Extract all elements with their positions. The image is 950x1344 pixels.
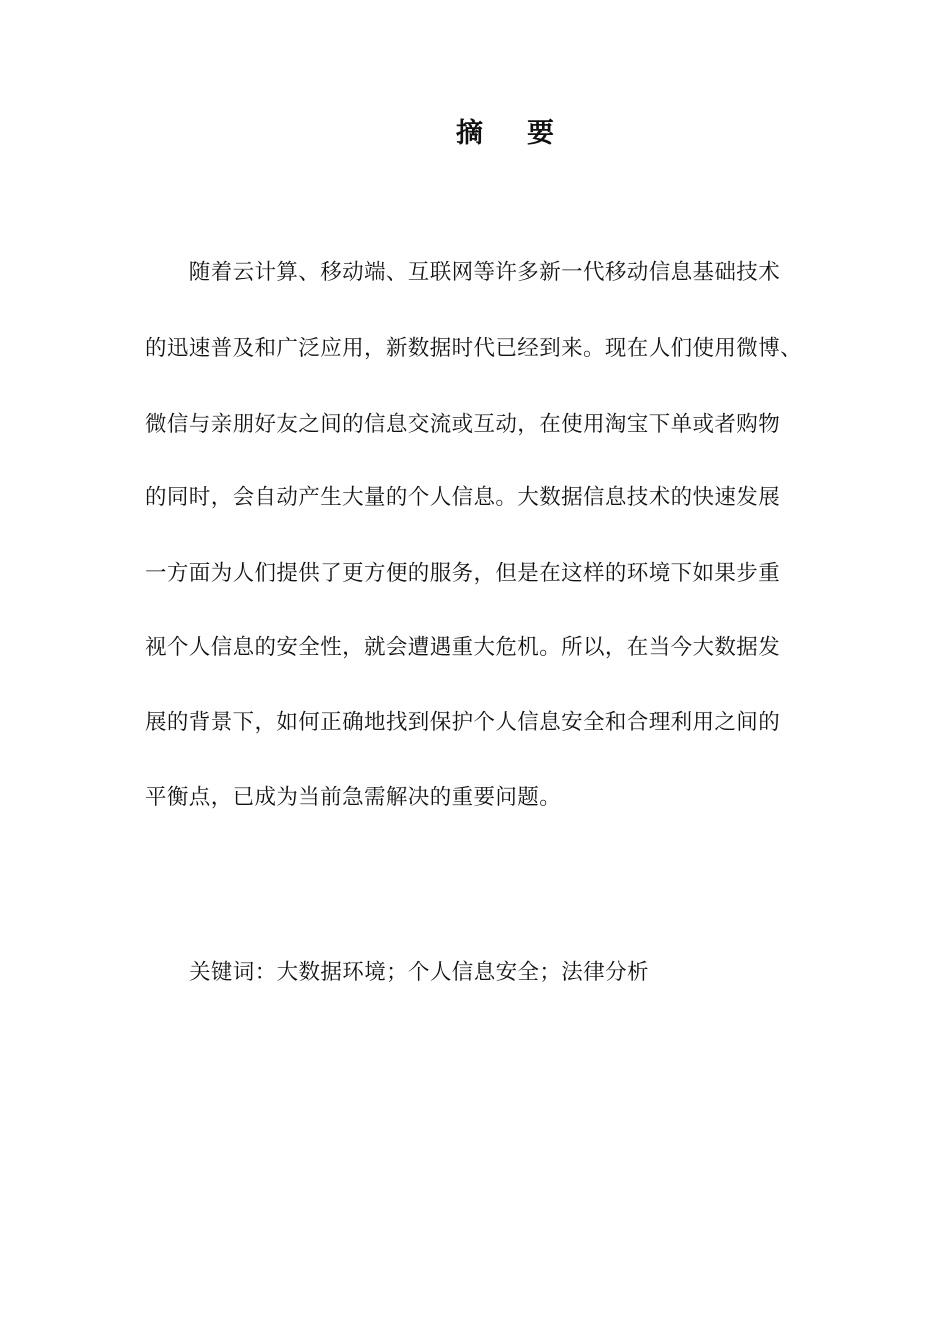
abstract-line-3: 微信与亲朋好友之间的信息交流或互动，在使用淘宝下单或者购物 [145,412,781,437]
abstract-line-4: 的同时，会自动产生大量的个人信息。大数据信息技术的快速发展 [145,485,781,510]
abstract-line-2: 的迅速普及和广泛应用，新数据时代已经到来。现在人们使用微博、 [145,336,803,361]
keywords-line: 关键词：大数据环境；个人信息安全；法律分析 [189,960,649,985]
abstract-line-6: 视个人信息的安全性，就会遭遇重大危机。所以，在当今大数据发 [145,635,781,660]
abstract-line-5: 一方面为人们提供了更方便的服务，但是在这样的环境下如果步重 [145,561,781,586]
abstract-line-1: 随着云计算、移动端、互联网等许多新一代移动信息基础技术 [145,260,781,285]
abstract-title [0,112,950,156]
abstract-title-char-1: 摘 [456,118,483,149]
abstract-title-char-2: 要 [527,118,554,149]
abstract-line-7: 展的背景下，如何正确地找到保护个人信息安全和合理利用之间的 [145,710,781,735]
abstract-line-8: 平衡点，已成为当前急需解决的重要问题。 [145,785,562,810]
